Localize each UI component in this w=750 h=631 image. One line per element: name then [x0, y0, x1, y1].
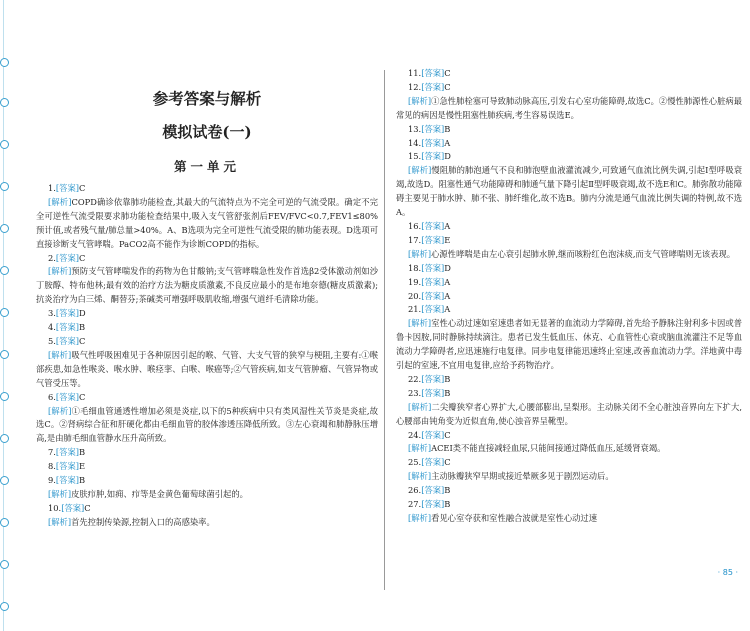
answer-line [396, 234, 742, 248]
answer-line [36, 391, 378, 405]
answer-line [36, 474, 378, 488]
analysis-tag: [解析] [48, 405, 72, 416]
answer-value: C [444, 429, 451, 440]
analysis-tag: [解析] [48, 488, 72, 499]
answer-line [396, 373, 742, 387]
answer-tag: [答案] [421, 81, 445, 92]
binding-ring [0, 350, 9, 359]
analysis-paragraph [36, 405, 378, 447]
analysis-paragraph [396, 317, 742, 373]
analysis-tag: [解析] [408, 248, 432, 259]
analysis-text: 皮肤疖肿,如痈、疖等是金黄色葡萄球菌引起的。 [71, 488, 248, 499]
analysis-paragraph [36, 349, 378, 391]
answer-tag: [答案] [421, 373, 445, 384]
left-column [36, 64, 378, 530]
binding-ring [0, 140, 9, 149]
question-number: 14. [408, 137, 422, 148]
analysis-text: 心源性哮喘是由左心衰引起肺水肿,继而咳粉红色泡沫痰,而支气管哮喘则无该表现。 [431, 248, 736, 259]
analysis-tag: [解析] [408, 401, 432, 412]
answer-line [36, 502, 378, 516]
question-number: 15. [408, 151, 422, 162]
answer-value: B [444, 387, 451, 398]
binding-ring [0, 476, 9, 485]
analysis-paragraph [36, 516, 378, 530]
analysis-text: 慢阻肺的肺泡通气不良和肺泡壁血液灌流减少,可致通气血流比例失调,引起Ⅰ型呼吸衰竭,故选D。阻塞性通气功能障碍和肺通气量下降引起Ⅱ型呼吸衰竭,故不选E和C。肺弥散功能障碍主要见于肺水肿、肺不张、肺纤维化,故不选B。肺内分流是通气血流比例失调的特例,故不选A。 [396, 165, 742, 218]
answer-tag: [答案] [55, 391, 79, 402]
answer-tag: [答案] [55, 475, 79, 486]
analysis-text: 主动脉瓣狭窄早期或接近晕厥多见于剧烈运动后。 [431, 471, 614, 482]
answer-value: C [79, 335, 86, 346]
analysis-tag: [解析] [408, 471, 432, 482]
question-number: 12. [408, 81, 422, 92]
question-number: 21. [408, 304, 422, 315]
answer-value: C [84, 502, 91, 513]
analysis-tag: [解析] [48, 266, 72, 277]
answer-line [396, 262, 742, 276]
answer-value: A [444, 304, 451, 315]
answer-line [396, 137, 742, 151]
answer-tag: [答案] [421, 290, 445, 301]
answer-tag: [答案] [421, 499, 445, 510]
analysis-paragraph [396, 401, 742, 429]
answer-tag: [答案] [421, 68, 445, 78]
answer-value: B [444, 485, 451, 496]
binding-ring [0, 224, 9, 233]
question-number: 2. [48, 252, 56, 263]
answer-tag: [答案] [61, 502, 85, 513]
column-divider [384, 70, 385, 590]
answer-value: A [444, 137, 451, 148]
answer-tag: [答案] [421, 429, 445, 440]
question-number: 18. [408, 262, 422, 273]
analysis-tag: [解析] [48, 196, 72, 207]
answer-tag: [答案] [421, 123, 445, 134]
answer-tag: [答案] [55, 183, 79, 193]
answer-tag: [答案] [55, 335, 79, 346]
answer-value: C [79, 183, 86, 193]
answer-tag: [答案] [421, 304, 445, 315]
answer-value: D [79, 308, 86, 319]
exam-subtitle: 模拟试卷(一) [162, 123, 252, 141]
analysis-text: 预防支气管哮喘发作的药物为色甘酸钠;支气管哮喘急性发作首选β2受体激动剂如沙丁胺醇、特布他林;最有效的治疗方法为糖皮质激素,不良反应最小的是布地奈德(糖皮质激素);抗炎治疗为白三烯、酮替芬;茶碱类可增强呼吸肌收缩,增强气道纤毛清除功能。 [36, 266, 378, 305]
analysis-paragraph [396, 512, 742, 526]
answer-value: A [444, 290, 451, 301]
question-number: 11. [408, 68, 422, 78]
question-number: 5. [48, 335, 56, 346]
analysis-tag: [解析] [48, 516, 72, 527]
analysis-text: 二尖瓣狭窄者心界扩大,心腰部膨出,呈梨形。主动脉关闭不全心脏浊音界向左下扩大,心腰部由钝角变为近似直角,使心浊音界呈靴型。 [396, 401, 742, 426]
question-number: 16. [408, 220, 422, 231]
question-number: 9. [48, 475, 56, 486]
analysis-paragraph [396, 248, 742, 262]
answer-tag: [答案] [55, 308, 79, 319]
binding-ring [0, 434, 9, 443]
right-column [396, 67, 742, 526]
answer-value: A [444, 220, 451, 231]
question-number: 20. [408, 290, 422, 301]
analysis-paragraph [36, 265, 378, 307]
analysis-paragraph [396, 470, 742, 484]
answer-tag: [答案] [421, 220, 445, 231]
answer-line [396, 123, 742, 137]
answer-line [36, 446, 378, 460]
question-number: 6. [48, 391, 56, 402]
answer-tag: [答案] [55, 322, 79, 333]
answer-value: C [444, 457, 451, 468]
answer-value: B [79, 447, 86, 458]
answer-line [396, 67, 742, 81]
binding-ring [0, 182, 9, 191]
answer-value: B [444, 373, 451, 384]
answer-tag: [答案] [421, 151, 445, 162]
page-title: 参考答案与解析 [152, 89, 262, 108]
answer-tag: [答案] [421, 387, 445, 398]
unit-heading: 第一单元 [173, 159, 240, 174]
question-number: 7. [48, 447, 56, 458]
answer-line [396, 303, 742, 317]
answer-line [36, 182, 378, 196]
answer-tag: [答案] [55, 461, 79, 472]
answer-value: B [444, 123, 451, 134]
answer-list [396, 67, 742, 526]
analysis-tag: [解析] [408, 513, 432, 523]
question-number: 13. [408, 123, 422, 134]
answer-value: E [79, 461, 86, 472]
analysis-paragraph [396, 442, 742, 456]
answer-line [36, 460, 378, 474]
answer-tag: [答案] [55, 447, 79, 458]
answer-value: B [79, 475, 86, 486]
answer-value: A [444, 276, 451, 287]
answer-line [36, 335, 378, 349]
answer-line [396, 498, 742, 512]
analysis-tag: [解析] [408, 318, 432, 329]
analysis-tag: [解析] [408, 443, 432, 454]
answer-value: B [79, 322, 86, 333]
analysis-paragraph [396, 164, 742, 220]
binding-ring [0, 392, 9, 401]
binding-ring [0, 308, 9, 317]
answer-value: E [444, 234, 451, 245]
analysis-text: ①毛细血管通透性增加必须是炎症,以下的5种疾病中只有类风湿性关节炎是炎症,故选C。②肾病综合征和肝硬化都由毛细血管的胶体渗透压降低所致。③左心衰竭和肺静脉压增高,是由肺毛细血管静水压升高所致。 [36, 405, 378, 444]
answer-value: C [79, 391, 86, 402]
answer-value: D [444, 151, 451, 162]
analysis-text: ①急性肺栓塞可导致肺动脉高压,引发右心室功能障碍,故选C。②慢性肺源性心脏病最常见的病因是慢性阻塞性肺疾病,考生容易误选E。 [396, 95, 742, 120]
answer-value: C [444, 81, 451, 92]
answer-line [396, 276, 742, 290]
analysis-text: 室性心动过速如室速患者如无显著的血流动力学障碍,首先给予静脉注射利多卡因或普鲁卡因胺,同时静脉持续滴注。患者已发生低血压、休克、心血管性心衰或脑血流灌注不足等血流动力学障碍者,应迅速施行电复律。同步电复律能迅速终止室速,改善血流动力学。洋地黄中毒引起的室速,不宜用电复律,应给予药物治疗。 [396, 318, 742, 371]
answer-value: D [444, 262, 451, 273]
question-number: 23. [408, 387, 422, 398]
question-number: 3. [48, 308, 56, 319]
analysis-tag: [解析] [408, 95, 432, 106]
answer-line [36, 307, 378, 321]
analysis-text: 看见心室夺获和室性融合波就是室性心动过速 [431, 513, 598, 523]
answer-line [396, 220, 742, 234]
analysis-paragraph [396, 95, 742, 123]
question-number: 26. [408, 485, 422, 496]
page-number: · 85 · [717, 568, 738, 577]
answer-tag: [答案] [421, 485, 445, 496]
analysis-text: 首先控制传染源,控制入口的高感染率。 [71, 516, 215, 527]
answer-line [396, 429, 742, 443]
analysis-paragraph [36, 488, 378, 502]
answer-tag: [答案] [55, 252, 79, 263]
question-number: 4. [48, 322, 56, 333]
analysis-text: 吸气性呼吸困难见于各种原因引起的喉、气管、大支气管的狭窄与梗阻,主要有:①喉部疾患,如急性喉炎、喉水肿、喉痉挛、白喉、喉癌等;②气管疾病,如支气管肿瘤、气管异物或气管受压等。 [36, 349, 378, 388]
answer-line [396, 150, 742, 164]
binding-ring [0, 560, 9, 569]
answer-line [396, 387, 742, 401]
answer-tag: [答案] [421, 234, 445, 245]
question-number: 27. [408, 499, 422, 510]
question-number: 10. [48, 502, 62, 513]
binding-ring [0, 602, 9, 611]
answer-line [396, 81, 742, 95]
question-number: 22. [408, 373, 422, 384]
answer-value: C [444, 68, 451, 78]
answer-tag: [答案] [421, 137, 445, 148]
binding-ring [0, 518, 9, 527]
answer-line [36, 321, 378, 335]
binding-ring [0, 98, 9, 107]
answer-value: B [444, 499, 451, 510]
answer-tag: [答案] [421, 457, 445, 468]
question-number: 8. [48, 461, 56, 472]
binding-ring [0, 58, 9, 67]
answer-line [396, 456, 742, 470]
question-number: 19. [408, 276, 422, 287]
question-number: 1. [48, 183, 56, 193]
answer-tag: [答案] [421, 276, 445, 287]
binding-ring [0, 266, 9, 275]
answer-tag: [答案] [421, 262, 445, 273]
question-number: 25. [408, 457, 422, 468]
analysis-tag: [解析] [48, 349, 72, 360]
analysis-text: COPD确诊依靠肺功能检查,其最大的气流特点为不完全可逆的气流受限。确定不完全可逆性气流受限要求肺功能检查结果中,吸入支气管舒张剂后FEV/FVC<0.7,FEV1≤80%预计值,或者残气量/肺总量>40%。A、B选项为完全可逆性气流受限的肺功能表现。D选项可直接诊断支气管哮喘。PaCO2高不能作为诊断COPD的指标。 [36, 196, 378, 249]
analysis-tag: [解析] [408, 165, 432, 176]
answer-line [36, 252, 378, 266]
analysis-paragraph [36, 196, 378, 252]
answer-list [36, 182, 378, 530]
answer-line [396, 290, 742, 304]
answer-value: C [79, 252, 86, 263]
analysis-text: ACEI类不能直接减轻血尿,只能间接通过降低血压,延缓肾衰竭。 [431, 443, 666, 454]
answer-line [396, 484, 742, 498]
question-number: 17. [408, 234, 422, 245]
question-number: 24. [408, 429, 422, 440]
